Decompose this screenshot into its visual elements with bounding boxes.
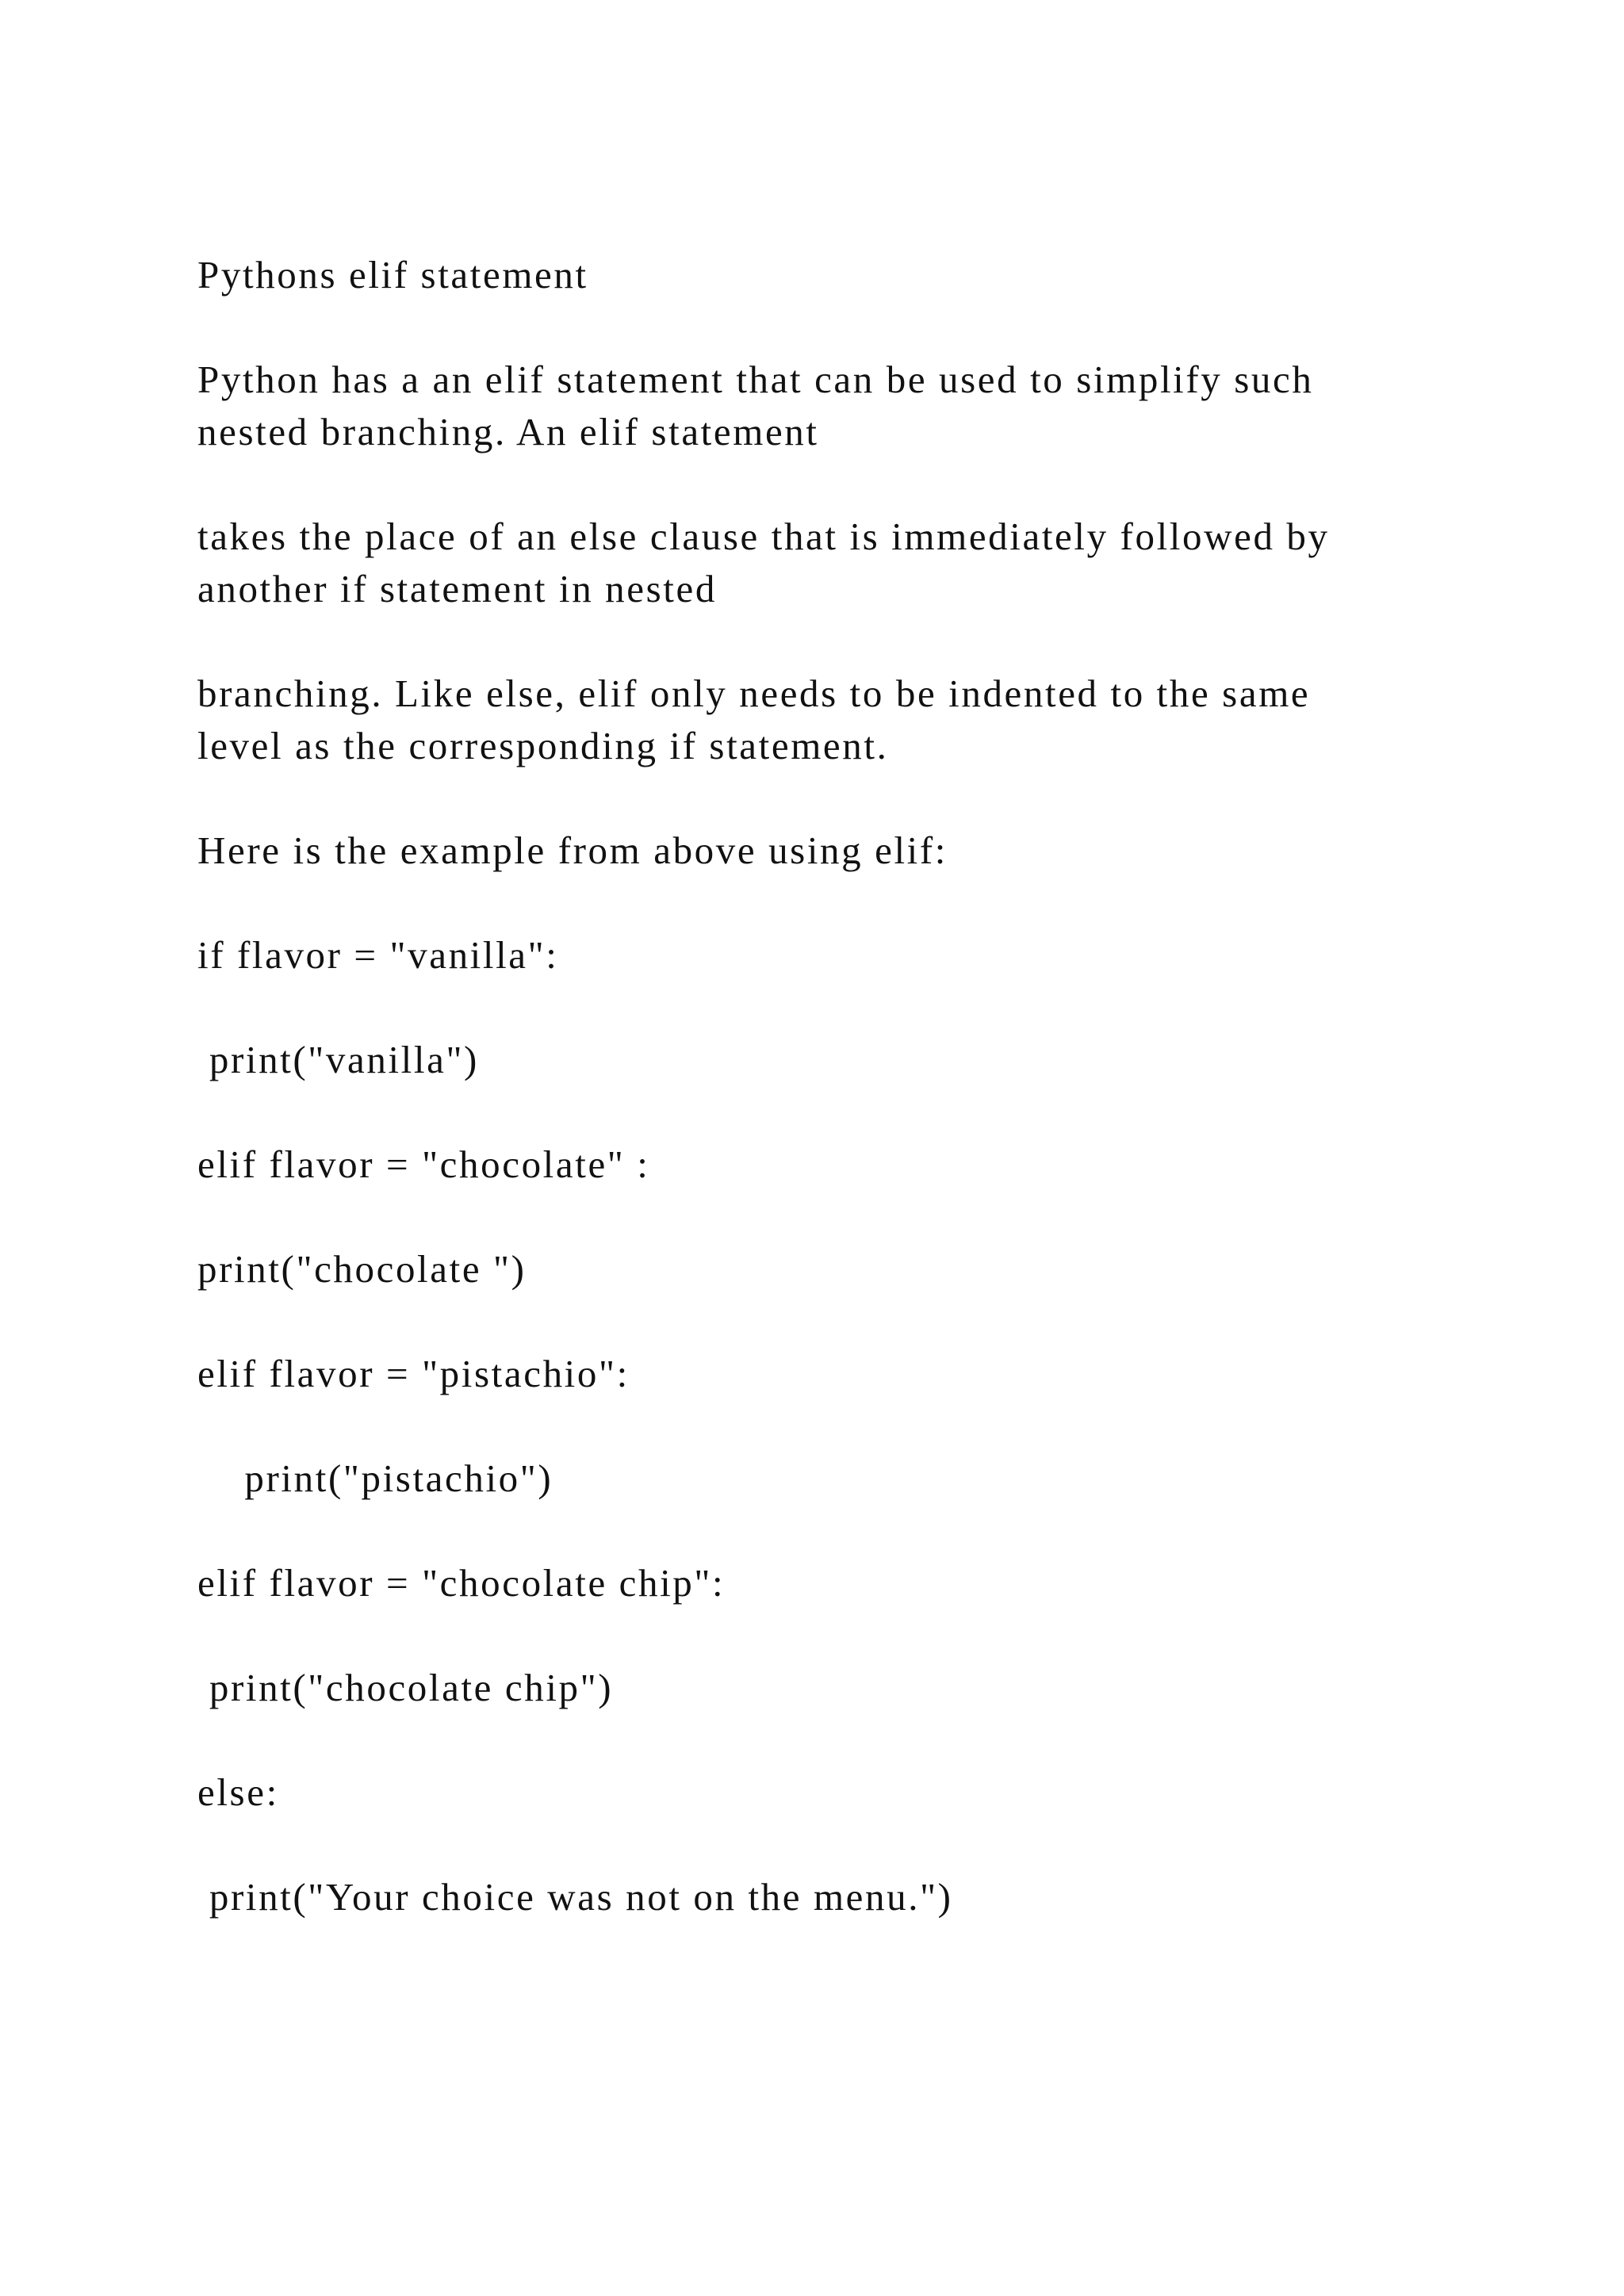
paragraph-line: branching. Like else, elif only needs to be indented to the same [197,672,1311,715]
code-line: print("Your choice was not on the menu.") [197,1875,953,1919]
paragraph-line: Here is the example from above using elif: [197,828,948,872]
code-line: print("pistachio") [197,1456,553,1500]
code-line: print("vanilla") [197,1038,479,1081]
paragraph-line: takes the place of an else clause that is immediately followed by [197,515,1330,558]
code-line: elif flavor = "chocolate chip": [197,1561,726,1605]
paragraph-line: level as the corresponding if statement. [197,724,889,767]
paragraph-line: nested branching. An elif statement [197,410,819,453]
code-line: elif flavor = "chocolate" : [197,1142,650,1186]
document-title: Pythons elif statement [197,253,588,297]
code-line: if flavor = "vanilla": [197,933,559,977]
code-line: print("chocolate chip") [197,1666,614,1709]
code-line: print("chocolate ") [197,1247,527,1291]
code-line: else: [197,1770,279,1814]
paragraph-line: Python has a an elif statement that can be used to simplify such [197,358,1314,401]
paragraph-line: another if statement in nested [197,567,717,610]
code-line: elif flavor = "pistachio": [197,1352,630,1395]
